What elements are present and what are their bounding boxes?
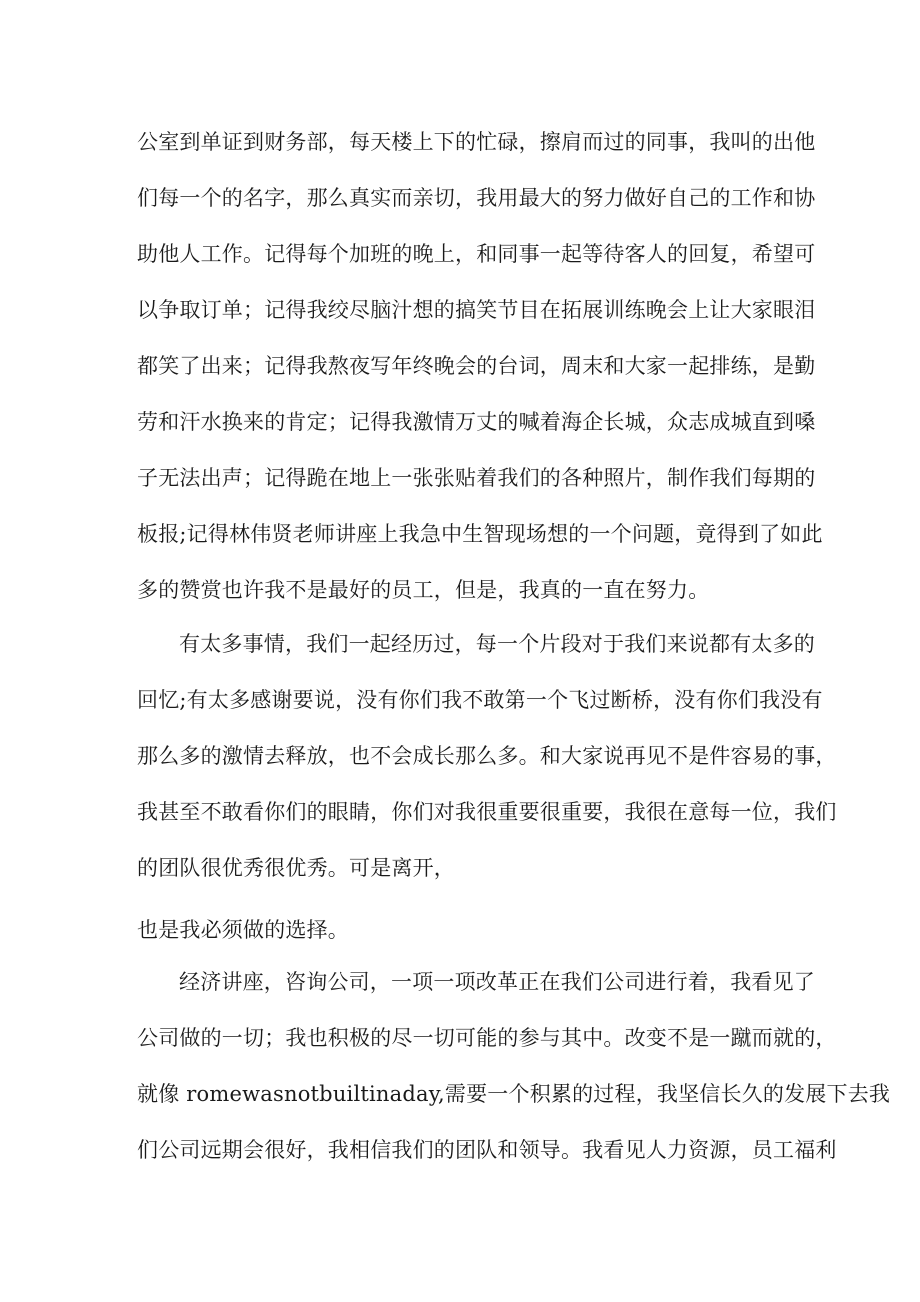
paragraph-first-line: 经济讲座，咨询公司，一项一项改革正在我们公司进行着，我看见了 — [179, 970, 815, 994]
text-line: 助他人工作。记得每个加班的晚上，和同事一起等待客人的回复，希望可 — [137, 242, 816, 266]
text-line: 子无法出声；记得跪在地上一张张贴着我们的各种照片，制作我们每期的 — [137, 466, 816, 490]
text-line: 劳和汗水换来的肯定；记得我激情万丈的喊着海企长城，众志成城直到嗓 — [137, 410, 816, 434]
text-line: 多的赞赏也许我不是最好的员工，但是，我真的一直在努力。 — [137, 578, 710, 602]
text-line: 公室到单证到财务部，每天楼上下的忙碌，擦肩而过的同事，我叫的出他 — [137, 130, 816, 154]
text-line: 公司做的一切；我也积极的尽一切可能的参与其中。改变不是一蹴而就的， — [137, 1026, 837, 1050]
text-line: 我甚至不敢看你们的眼睛，你们对我很重要很重要，我很在意每一位，我们 — [137, 800, 837, 824]
text-line: 的团队很优秀很优秀。可是离开， — [137, 856, 455, 880]
text-line: 以争取订单；记得我绞尽脑汁想的搞笑节目在拓展训练晚会上让大家眼泪 — [137, 298, 816, 322]
text-line: 们公司远期会很好，我相信我们的团队和领导。我看见人力资源，员工福利 — [137, 1138, 837, 1162]
text-line: 回忆;有太多感谢要说，没有你们我不敢第一个飞过断桥，没有你们我没有 — [137, 688, 823, 712]
text-line: 那么多的激情去释放，也不会成长那么多。和大家说再见不是件容易的事， — [137, 744, 837, 768]
text-line: 们每一个的名字，那么真实而亲切，我用最大的努力做好自己的工作和协 — [137, 186, 816, 210]
paragraph-first-line: 有太多事情，我们一起经历过，每一个片段对于我们来说都有太多的 — [179, 632, 815, 656]
text-line: 都笑了出来；记得我熬夜写年终晚会的台词，周末和大家一起排练，是勤 — [137, 354, 816, 378]
text-line: 也是我必须做的选择。 — [137, 918, 349, 942]
text-line: 板报;记得林伟贤老师讲座上我急中生智现场想的一个问题，竟得到了如此 — [137, 522, 823, 546]
text-line: 就像 romewasnotbuiltinaday,需要一个积累的过程，我坚信长久的发展下去我 — [137, 1082, 891, 1106]
